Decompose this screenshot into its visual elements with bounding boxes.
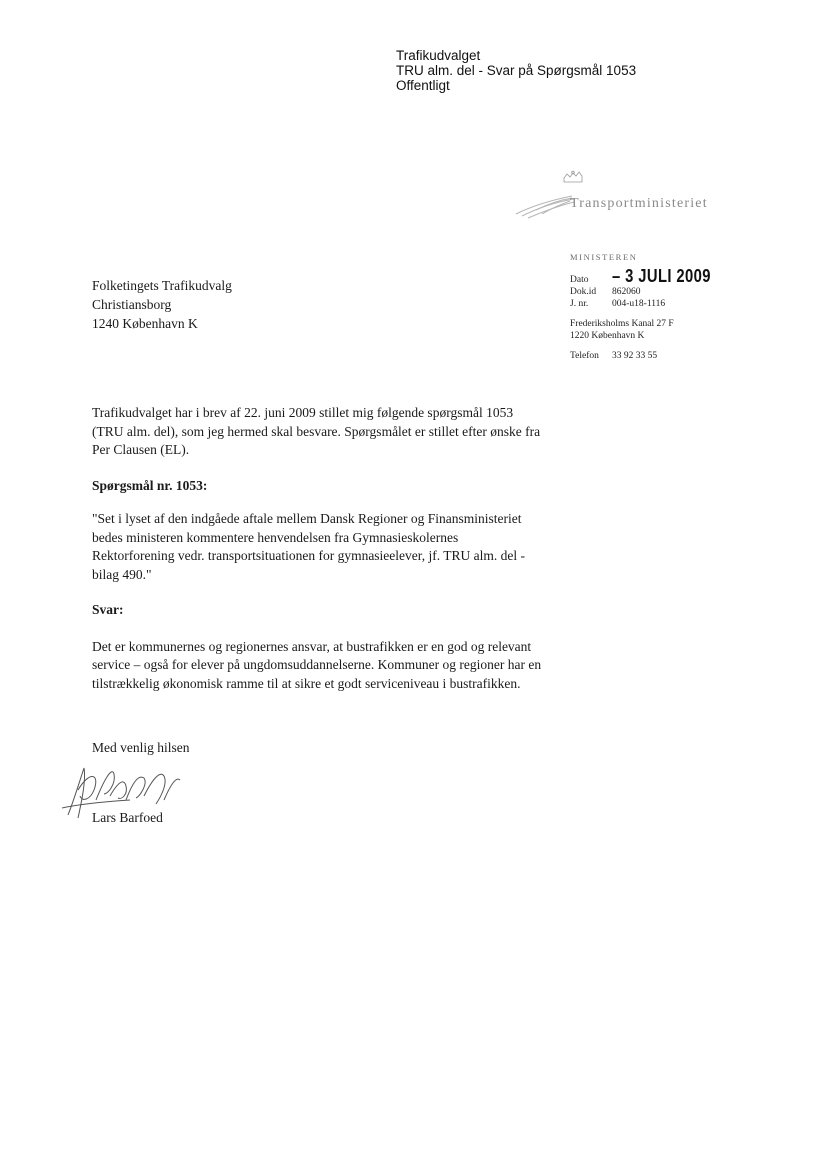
jnr-label: J. nr. [570,299,589,309]
ministry-logo [512,170,712,220]
sender-label: MINISTEREN [570,252,638,262]
dokid-value: 862060 [612,287,641,297]
question-text: "Set i lyset af den indgåede aftale mellem Dansk Regioner og Finansministeriet bedes ministeren kommentere henvendelsen fra Gymnasieskolernes Rektorforening vedr. transportsituationen for gymnasieelever, jf. TRU alm. del - bilag 490." [92,511,525,582]
answer-text: Det er kommunernes og regionernes ansvar, at bustrafikken er en god og relevant service – også for elever på ungdomsuddannelserne. Kommuner og regioner har en tilstrækkelig økonomisk ramme til at sikre et godt serviceniveau i bustrafikken. [92,638,542,691]
signer-name: Lars Barfoed [92,810,163,825]
stamp-status: Offentligt [396,78,450,93]
phone-value: 33 92 33 55 [612,351,658,361]
recipient-building: Christiansborg [92,297,172,312]
address-line1: Frederiksholms Kanal 27 F [570,319,674,329]
question-heading: Spørgsmål nr. 1053: [92,477,208,493]
closing: Med venlig hilsen [92,740,190,755]
dokid-row [570,286,733,298]
intro-paragraph: Trafikudvalget har i brev af 22. juni 2009 stillet mig følgende spørgsmål 1053 (TRU alm. del), som jeg hermed skal besvare. Spørgsmålet er stillet efter ønske fra Per Clausen (EL). [92,405,541,457]
crown-icon [564,171,582,182]
jnr-value: 004-u18-1116 [612,299,666,309]
date-value: – 3 JULI 2009 [612,266,711,286]
answer-heading: Svar: [92,602,124,617]
jnr-row [570,298,733,310]
date-row [570,266,733,286]
logo-swoosh-icon [512,170,712,220]
date-label: Dato [570,275,589,285]
phone-label: Telefon [570,351,599,361]
stamp-reference: TRU alm. del - Svar på Spørgsmål 1053 [396,63,637,78]
document-stamp [396,48,636,93]
logo-text: Transportministeriet [570,196,708,211]
recipient-city: 1240 København K [92,316,198,331]
recipient-name: Folketingets Trafikudvalg [92,278,232,293]
letter-meta [570,266,733,362]
recipient-address [92,276,232,333]
letter-body [92,404,542,693]
address-line2: 1220 København K [570,331,645,341]
stamp-committee: Trafikudvalget [396,48,481,63]
phone-row [570,350,733,362]
dokid-label: Dok.id [570,287,597,297]
